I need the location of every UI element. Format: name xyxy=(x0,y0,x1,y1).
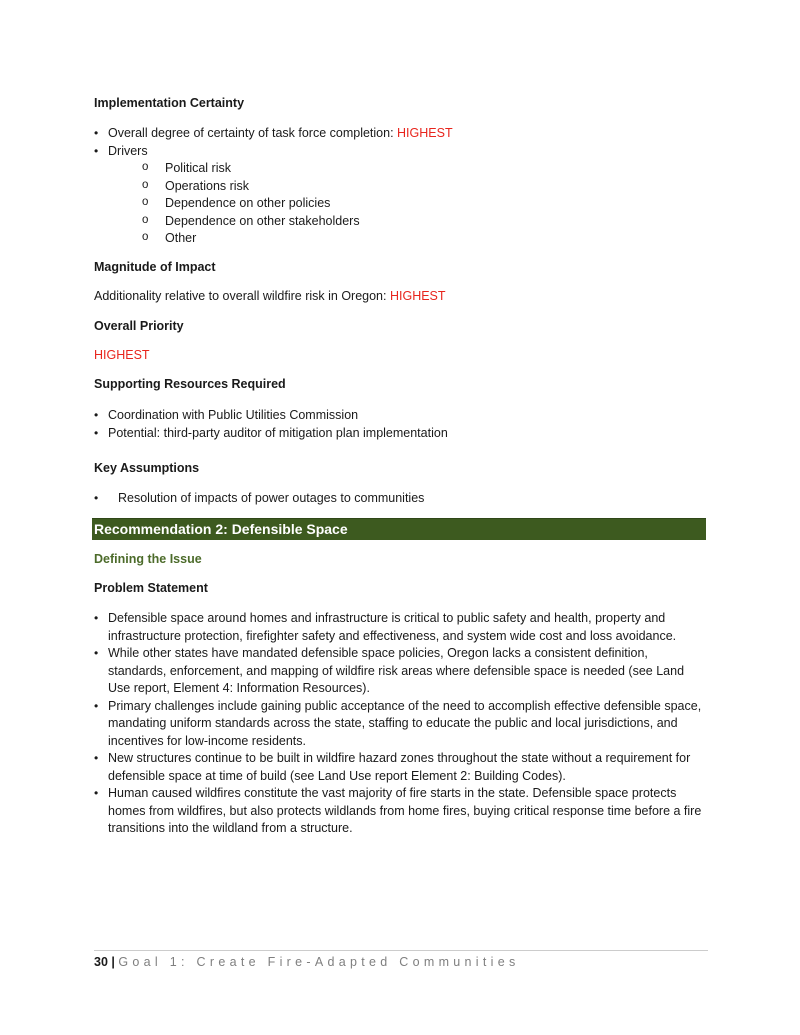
certainty-value: HIGHEST xyxy=(397,126,453,140)
magnitude-heading: Magnitude of Impact xyxy=(94,260,216,274)
magnitude-value: HIGHEST xyxy=(389,289,446,303)
driver-item: o Dependence on other stakeholders xyxy=(94,213,708,231)
magnitude-text: Additionality relative to overall wildfire risk in Oregon: HIGHEST xyxy=(94,289,446,303)
resources-list xyxy=(94,407,708,442)
priority-heading: Overall Priority xyxy=(94,319,184,333)
problem-statement-heading: Problem Statement xyxy=(94,581,208,595)
driver-item: o Political risk xyxy=(94,160,708,178)
driver-item: o Operations risk xyxy=(94,178,708,196)
resource-item: • Potential: third-party auditor of mitigation plan implementation xyxy=(94,425,708,443)
problem-item: • Human caused wildfires constitute the vast majority of fire starts in the state. Defensible space protects homes from wildfires, but also protects wildlands from home fires, buying critical response time before a fire transitions into the wildland from a structure. xyxy=(94,785,708,838)
implementation-heading: Implementation Certainty xyxy=(94,96,245,110)
problem-list xyxy=(94,610,708,838)
driver-item: o Other xyxy=(94,230,708,248)
priority-value: HIGHEST xyxy=(94,348,150,362)
page-footer xyxy=(94,955,520,969)
recommendation-banner: Recommendation 2: Defensible Space xyxy=(92,518,706,540)
certainty-text: Overall degree of certainty of task force completion: xyxy=(108,126,398,140)
problem-item: • Defensible space around homes and infrastructure is critical to public safety and health, property and infrastructure protection, firefighter safety and effectiveness, and system wide cost and loss avoidance. xyxy=(94,610,708,645)
resource-item: • Coordination with Public Utilities Commission xyxy=(94,407,708,425)
defining-issue-heading: Defining the Issue xyxy=(94,552,202,566)
footer-divider xyxy=(94,950,708,951)
problem-item: • Primary challenges include gaining public acceptance of the need to accomplish effective defensible space, mandating uniform standards across the state, staffing to educate the public and local jurisdictions, and incentives for low-income residents. xyxy=(94,698,708,751)
driver-item: o Dependence on other policies xyxy=(94,195,708,213)
assumption-item: • Resolution of impacts of power outages to communities xyxy=(94,490,708,508)
footer-goal-title: Goal 1: Create Fire-Adapted Communities xyxy=(118,955,520,969)
implementation-list xyxy=(94,125,708,248)
certainty-bullet xyxy=(94,125,708,143)
page-number: 30 xyxy=(94,955,108,969)
assumptions-heading: Key Assumptions xyxy=(94,461,200,475)
resources-heading: Supporting Resources Required xyxy=(94,377,286,391)
problem-item: • New structures continue to be built in wildfire hazard zones throughout the state without a requirement for defensible space at time of build (see Land Use report Element 2: Building Codes). xyxy=(94,750,708,785)
assumptions-list xyxy=(94,490,708,508)
problem-item: • While other states have mandated defensible space policies, Oregon lacks a consistent definition, standards, enforcement, and mapping of wildfire risk areas where defensible space is needed (see Land Use report, Element 4: Information Resources). xyxy=(94,645,708,698)
footer-separator: | xyxy=(111,955,115,969)
drivers-bullet: • Drivers xyxy=(94,143,708,161)
